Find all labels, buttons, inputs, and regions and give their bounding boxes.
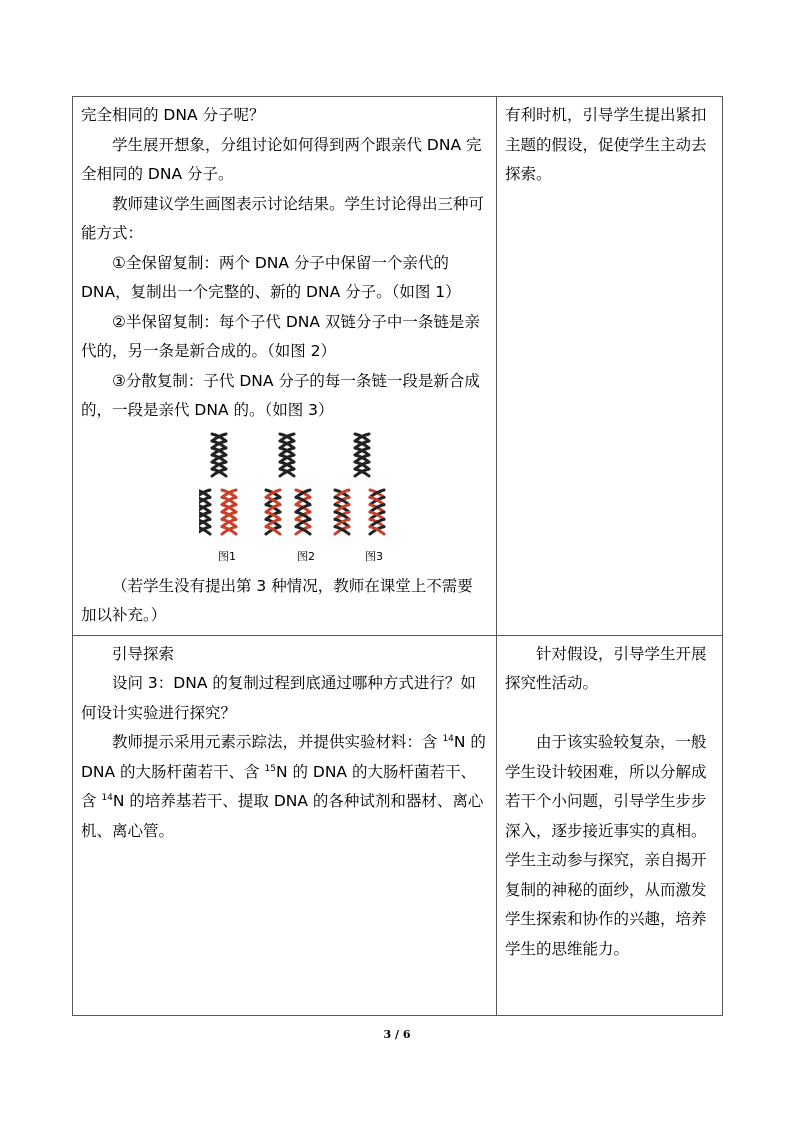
design-intent-cell xyxy=(497,97,723,636)
paragraph: 由于该实验较复杂，一般学生设计较困难，所以分解成若干个小问题，引导学生步步深入，逐步接近事实的真相。学生主动参与探究，亲自揭开复制的神秘的面纱，从而激发学生探索和协作的兴趣，培养学生的思维能力。 xyxy=(505,733,707,958)
teaching-process-cell xyxy=(73,635,497,1015)
text-run: N 的 DNA 的大肠杆菌若干、含 xyxy=(81,733,486,781)
table-row xyxy=(73,635,723,1015)
paragraph: ③分散复制：子代 DNA 分子的每一条链一段是新合成的，一段是亲代 DNA 的。（如图 3） xyxy=(81,371,480,419)
paragraph: ①全保留复制：两个 DNA 分子中保留一个亲代的 DNA，复制出一个完整的、新的 DNA 分子。（如图 1） xyxy=(81,253,461,301)
figure-label-2: 图2 xyxy=(297,549,315,563)
lesson-table xyxy=(72,96,723,1016)
dna-replication-figure xyxy=(81,432,488,564)
isotope-superscript: 15 xyxy=(264,763,276,774)
table-row xyxy=(73,97,723,636)
figure-label-1: 图1 xyxy=(218,549,236,563)
paragraph: 有利时机，引导学生提出紧扣主题的假设，促使学生主动去探索。 xyxy=(505,106,707,183)
text-run: 教师提示采用元素示踪法，并提供实验材料：含 xyxy=(112,733,443,751)
paragraph xyxy=(81,728,488,846)
text-run: N 的培养基若干、提取 DNA 的各种试剂和器材、离心机、离心管。 xyxy=(81,792,484,840)
page-number: 3 / 6 xyxy=(383,1028,411,1041)
isotope-superscript: 14 xyxy=(101,792,113,803)
section-heading: 引导探索 xyxy=(112,644,175,663)
paragraph: 教师建议学生画图表示讨论结果。学生讨论得出三种可能方式： xyxy=(81,194,485,242)
text-run: N 的 DNA 的大肠杆菌若干、含 xyxy=(81,762,476,810)
teaching-process-cell xyxy=(73,97,497,636)
paragraph: 学生展开想象，分组讨论如何得到两个跟亲代 DNA 完全相同的 DNA 分子。 xyxy=(81,135,482,183)
figure-label-3: 图3 xyxy=(365,549,383,563)
paragraph: 针对假设，引导学生开展探究性活动。 xyxy=(505,644,707,692)
dna-helix-diagram xyxy=(199,432,399,542)
design-intent-cell xyxy=(497,635,723,1015)
paragraph: 设问 3：DNA 的复制过程到底通过哪种方式进行？如何设计实验进行探究？ xyxy=(81,674,476,722)
spacer xyxy=(505,699,714,729)
paragraph: （若学生没有提出第 3 种情况，教师在课堂上不需要加以补充。） xyxy=(81,576,473,624)
isotope-superscript: 14 xyxy=(442,733,454,744)
paragraph: 完全相同的 DNA 分子呢？ xyxy=(81,106,265,124)
paragraph: ②半保留复制：每个子代 DNA 双链分子中一条链是亲代的，另一条是新合成的。（如图 2） xyxy=(81,312,480,360)
